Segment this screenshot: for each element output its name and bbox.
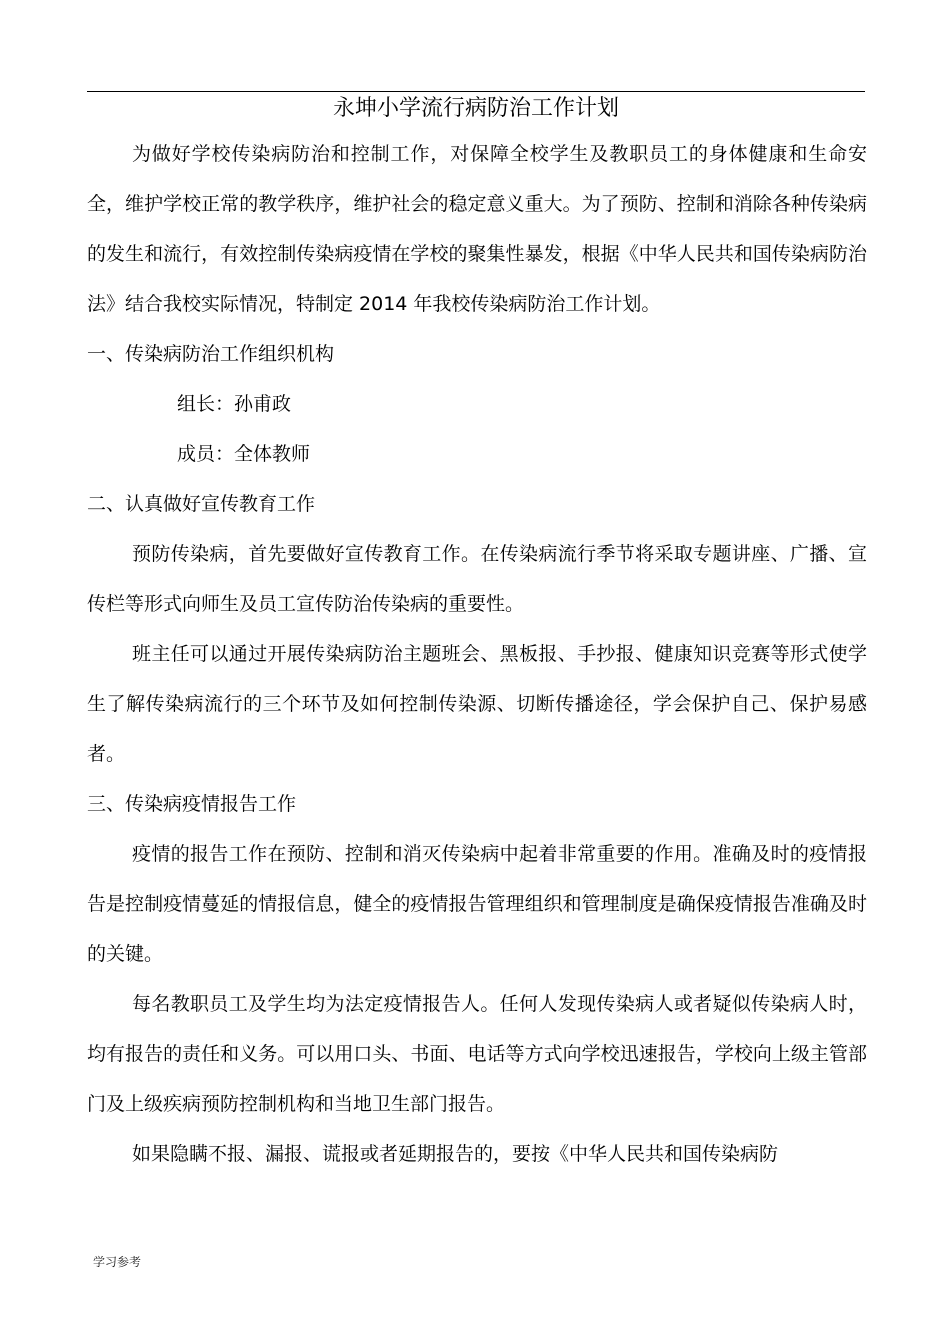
section-3-paragraph-3: 如果隐瞒不报、漏报、谎报或者延期报告的，要按《中华人民共和国传染病防 <box>132 1143 779 1165</box>
section-3-heading: 三、传染病疫情报告工作 <box>87 793 297 815</box>
footer-label: 学习参考 <box>93 1255 142 1269</box>
section-1-heading: 一、传染病防治工作组织机构 <box>87 343 335 365</box>
section-2-heading: 二、认真做好宣传教育工作 <box>87 493 316 515</box>
section-2-paragraph-2: 班主任可以通过开展传染病防治主题班会、黑板报、手抄报、健康知识竞赛等形式使学生了解传染病流行的三个环节及如何控制传染源、切断传播途径，学会保护自己、保护易感者。 <box>87 643 867 765</box>
section-3-paragraph-1: 疫情的报告工作在预防、控制和消灭传染病中起着非常重要的作用。准确及时的疫情报告是控制疫情蔓延的情报信息，健全的疫情报告管理组织和管理制度是确保疫情报告准确及时的关键。 <box>87 843 867 965</box>
section-2-paragraph-1: 预防传染病，首先要做好宣传教育工作。在传染病流行季节将采取专题讲座、广播、宣传栏等形式向师生及员工宣传防治传染病的重要性。 <box>87 543 867 615</box>
header-rule <box>87 91 865 92</box>
intro-paragraph: 为做好学校传染病防治和控制工作，对保障全校学生及教职员工的身体健康和生命安全，维护学校正常的教学秩序，维护社会的稳定意义重大。为了预防、控制和消除各种传染病的发生和流行，有效控制传染病疫情在学校的聚集性暴发，根据《中华人民共和国传染病防治法》结合我校实际情况，特制定 2014 年我校传染病防治工作计划。 <box>87 143 867 315</box>
team-leader-line: 组长：孙甫政 <box>177 393 292 415</box>
team-members-line: 成员：全体教师 <box>177 443 311 465</box>
document-title: 永坤小学流行病防治工作计划 <box>332 96 619 121</box>
section-3-paragraph-2: 每名教职员工及学生均为法定疫情报告人。任何人发现传染病人或者疑似传染病人时，均有报告的责任和义务。可以用口头、书面、电话等方式向学校迅速报告，学校向上级主管部门及上级疾病预防控制机构和当地卫生部门报告。 <box>87 993 867 1115</box>
document-body <box>87 129 867 1179</box>
